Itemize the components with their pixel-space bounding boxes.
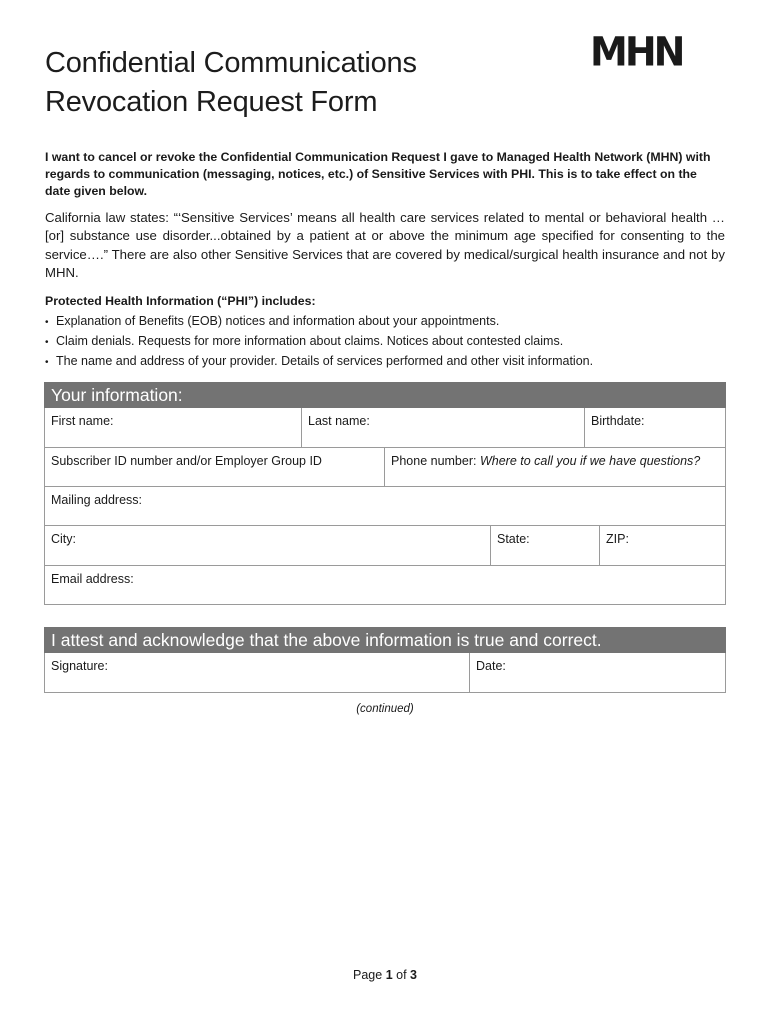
email-address-label: Email address: [51, 572, 134, 586]
mhn-logo: MHN [590, 28, 683, 76]
phi-heading: Protected Health Information (“PHI”) includes: [45, 294, 316, 308]
state-label: State: [497, 532, 530, 546]
phone-number-field[interactable] [385, 448, 726, 487]
city-field[interactable] [44, 526, 491, 566]
date-field[interactable] [470, 653, 726, 693]
phi-list-item: • Claim denials. Requests for more information about claims. Notices about contested claims. [45, 332, 593, 352]
phi-list [45, 312, 593, 372]
page-number [0, 968, 770, 982]
phi-list-item: • The name and address of your provider. Details of services performed and other visit information. [45, 352, 593, 372]
title-line-2: Revocation Request Form [45, 86, 378, 118]
mailing-address-row [44, 487, 726, 526]
page-word: Page [353, 968, 383, 982]
name-row [44, 408, 726, 448]
page-current: 1 [385, 968, 393, 982]
mailing-address-field[interactable] [44, 487, 726, 526]
california-law-paragraph: California law states: “‘Sensitive Services’ means all health care services related to mental or behavioral health … [or] substance use disorder...obtained by a patient at or above the minimum age specified for consenting to the service….” There are also other Sensitive Services that are covered by medical/surgical health insurance and not by MHN. [45, 210, 725, 280]
attestation-heading: I attest and acknowledge that the above information is true and correct. [44, 627, 726, 653]
state-field[interactable] [491, 526, 600, 566]
city-state-zip-row [44, 526, 726, 566]
date-label: Date: [476, 659, 506, 673]
page-total: 3 [410, 968, 417, 982]
page-of: of [396, 968, 407, 982]
phone-number-hint: Where to call you if we have questions? [479, 454, 701, 468]
birthdate-field[interactable] [585, 408, 726, 448]
subscriber-id-field[interactable] [44, 448, 385, 487]
email-row [44, 566, 726, 605]
mailing-address-label: Mailing address: [51, 493, 143, 507]
first-name-label: First name: [51, 414, 114, 428]
phi-list-item: • Explanation of Benefits (EOB) notices and information about your appointments. [45, 312, 593, 332]
title-line-1: Confidential Communications [45, 47, 417, 79]
phone-number-label: Phone number: [391, 454, 477, 468]
last-name-label: Last name: [308, 414, 370, 428]
last-name-field[interactable] [302, 408, 585, 448]
continued-note: (continued) [356, 703, 414, 715]
signature-label: Signature: [51, 659, 108, 673]
intro-statement: I want to cancel or revoke the Confidential Communication Request I gave to Managed Health Network (MHN) with regards to communication (messaging, notices, etc.) of Sensitive Services with PHI. This is to take effect on the date given below. [45, 150, 711, 198]
first-name-field[interactable] [44, 408, 302, 448]
page-title [45, 44, 417, 122]
email-address-field[interactable] [44, 566, 726, 605]
id-phone-row [44, 448, 726, 487]
city-label: City: [51, 532, 76, 546]
signature-row [44, 653, 726, 693]
zip-field[interactable] [600, 526, 726, 566]
your-information-heading: Your information: [44, 382, 726, 408]
zip-label: ZIP: [606, 532, 629, 546]
subscriber-id-label: Subscriber ID number and/or Employer Group ID [51, 454, 322, 468]
birthdate-label: Birthdate: [591, 414, 645, 428]
signature-field[interactable] [44, 653, 470, 693]
